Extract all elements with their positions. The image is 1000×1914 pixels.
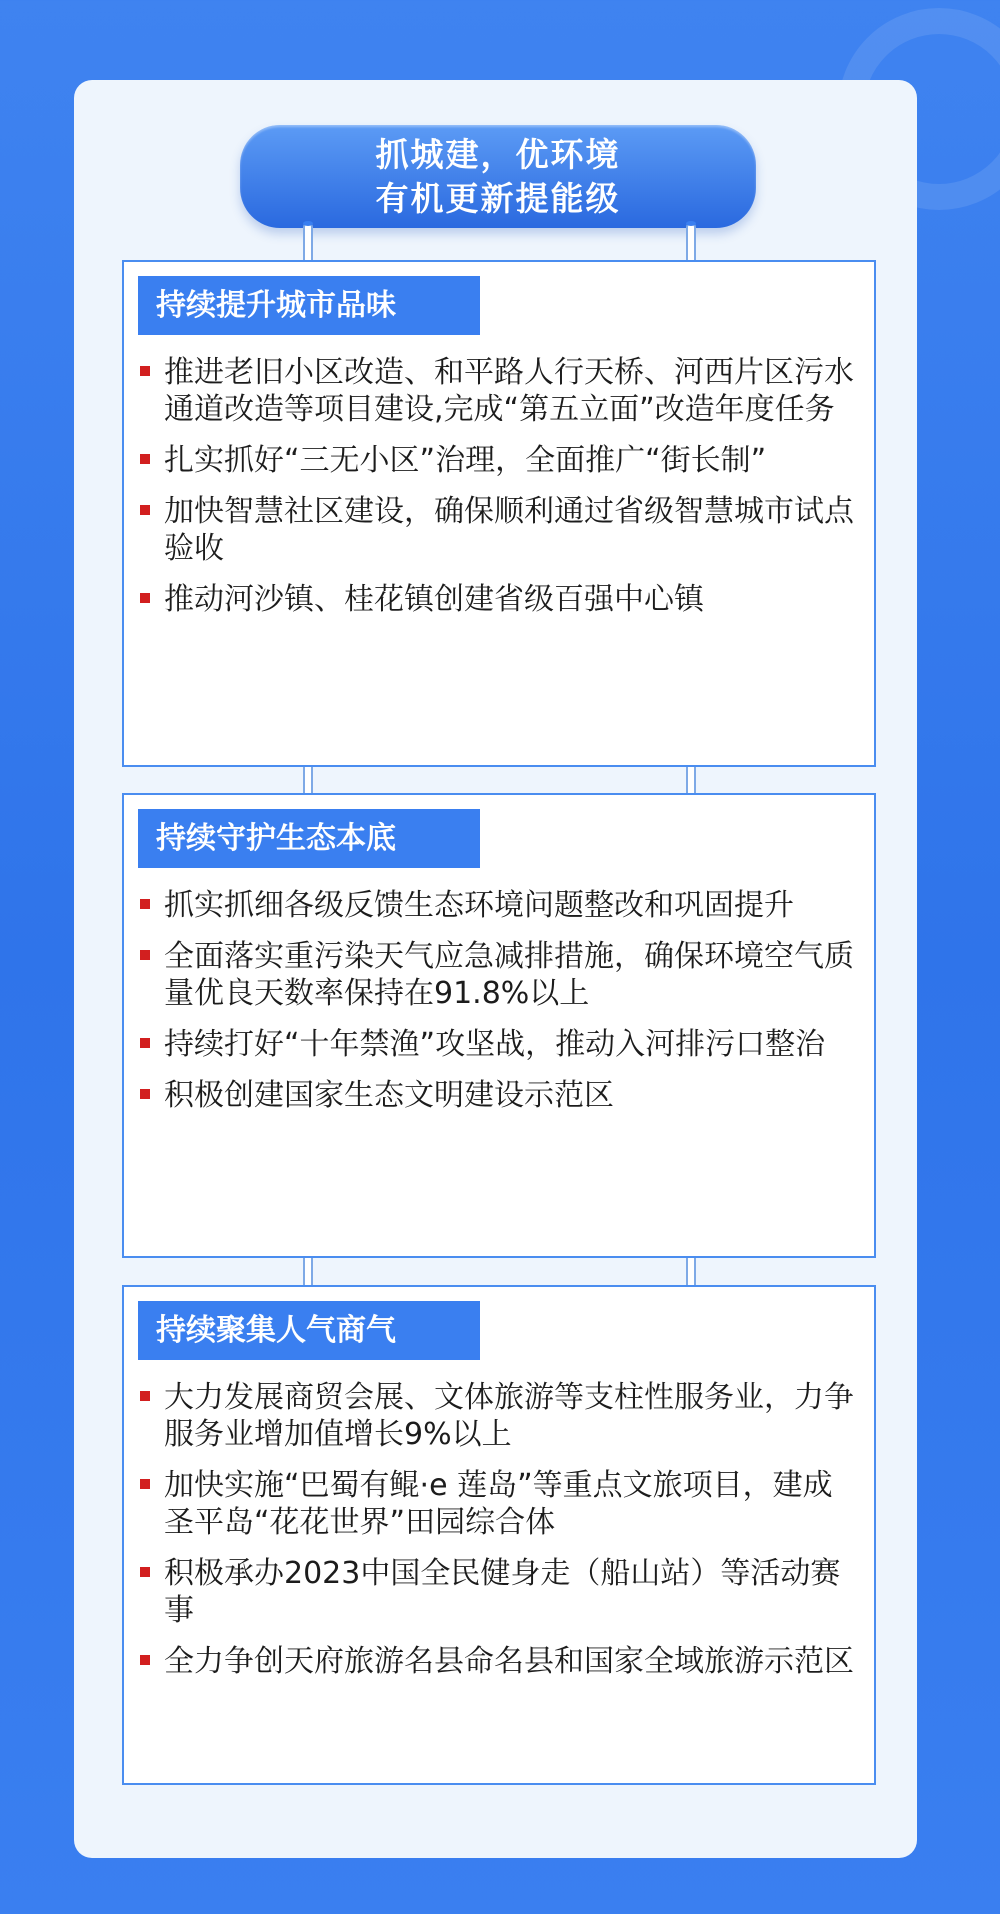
list-item [138,1379,858,1453]
item-list [138,887,858,1128]
list-item [138,887,858,924]
list-item [138,1077,858,1114]
list-item [138,1643,858,1680]
title-line-1: 抓城建，优环境 [375,135,621,174]
title-line-2: 有机更新提能级 [375,179,621,218]
list-item [138,1467,858,1541]
bullet-icon [140,1655,150,1665]
bullet-icon [140,1567,150,1577]
list-item [138,354,858,428]
bullet-icon [140,454,150,464]
bullet-icon [140,593,150,603]
item-text: 推动河沙镇、桂花镇创建省级百强中心镇 [164,582,704,617]
section-heading: 持续聚集人气商气 [138,1301,480,1360]
section-ecology [122,793,876,1258]
bullet-icon [140,1038,150,1048]
item-text: 扎实抓好“三无小区”治理，全面推广“街长制” [164,443,767,478]
bullet-icon [140,1479,150,1489]
item-list [138,1379,858,1694]
section-city-taste [122,260,876,767]
item-text: 抓实抓细各级反馈生态环境问题整改和巩固提升 [164,888,794,923]
item-text: 积极承办2023中国全民健身走（船山站）等活动赛事 [164,1556,841,1628]
section-popularity-commerce [122,1285,876,1785]
list-item [138,1026,858,1063]
item-text: 加快智慧社区建设，确保顺利通过省级智慧城市试点验收 [164,494,854,566]
bullet-icon [140,950,150,960]
item-text: 加快实施“巴蜀有鲲·e 莲岛”等重点文旅项目，建成圣平岛“花花世界”田园综合体 [164,1468,833,1540]
item-text: 全面落实重污染天气应急减排措施，确保环境空气质量优良天数率保持在91.8%以上 [164,939,854,1011]
item-text: 全力争创天府旅游名县命名县和国家全域旅游示范区 [164,1644,854,1679]
item-text: 大力发展商贸会展、文体旅游等支柱性服务业，力争服务业增加值增长9%以上 [164,1380,854,1452]
bullet-icon [140,1391,150,1401]
bullet-icon [140,1089,150,1099]
page-title [240,125,756,228]
list-item [138,493,858,567]
list-item [138,442,858,479]
item-list [138,354,858,632]
bullet-icon [140,899,150,909]
list-item [138,581,858,618]
list-item [138,938,858,1012]
item-text: 积极创建国家生态文明建设示范区 [164,1078,614,1113]
bullet-icon [140,366,150,376]
item-text: 推进老旧小区改造、和平路人行天桥、河西片区污水通道改造等项目建设,完成“第五立面”改造年度任务 [164,355,854,427]
list-item [138,1555,858,1629]
section-heading: 持续提升城市品味 [138,276,480,335]
section-heading: 持续守护生态本底 [138,809,480,868]
item-text: 持续打好“十年禁渔”攻坚战，推动入河排污口整治 [164,1027,826,1062]
bullet-icon [140,505,150,515]
